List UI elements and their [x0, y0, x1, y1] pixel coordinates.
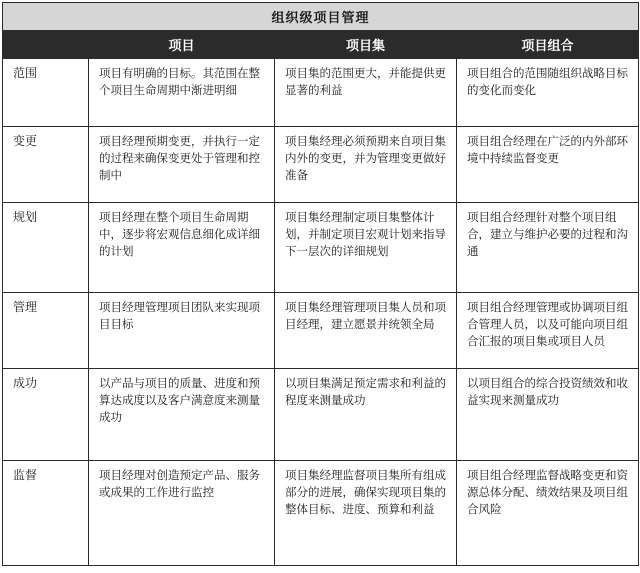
table-cell: 以项目组合的综合投资绩效和收益实现来测量成功 [457, 369, 639, 461]
table-cell: 项目经理在整个项目生命周期中，逐步将宏观信息细化成详细的计划 [89, 203, 275, 293]
table-cell: 项目经理管理项目团队来实现项目目标 [89, 293, 275, 369]
table-title-row [3, 3, 639, 31]
row-label-management: 管理 [3, 293, 89, 369]
column-header-row [3, 31, 639, 59]
column-header-portfolio: 项目组合 [457, 31, 639, 59]
table-row [3, 369, 639, 461]
row-label-success: 成功 [3, 369, 89, 461]
table-row [3, 461, 639, 566]
row-label-scope: 范围 [3, 59, 89, 127]
column-header-blank [3, 31, 89, 59]
table-cell: 以产品与项目的质量、进度和预算达成度以及客户满意度来测量成功 [89, 369, 275, 461]
row-label-planning: 规划 [3, 203, 89, 293]
table-cell: 项目有明确的目标。其范围在整个项目生命周期中渐进明细 [89, 59, 275, 127]
table-row [3, 59, 639, 127]
table-cell: 项目集经理必须预期来自项目集内外的变更，并为管理变更做好准备 [275, 127, 457, 203]
comparison-table [2, 2, 639, 566]
column-header-program: 项目集 [275, 31, 457, 59]
table-cell: 项目集经理管理项目集人员和项目经理，建立愿景并统领全局 [275, 293, 457, 369]
column-header-project: 项目 [89, 31, 275, 59]
table-cell: 项目集经理监督项目集所有组成部分的进展，确保实现项目集的整体目标、进度、预算和利益 [275, 461, 457, 566]
row-label-monitoring: 监督 [3, 461, 89, 566]
table-cell: 项目集的范围更大，并能提供更显著的利益 [275, 59, 457, 127]
row-label-change: 变更 [3, 127, 89, 203]
table-cell: 项目组合经理针对整个项目组合，建立与维护必要的过程和沟通 [457, 203, 639, 293]
table-cell: 项目组合经理在广泛的内外部环境中持续监督变更 [457, 127, 639, 203]
table-row [3, 127, 639, 203]
table-cell: 以项目集满足预定需求和利益的程度来测量成功 [275, 369, 457, 461]
table-cell: 项目集经理制定项目集整体计划，并制定项目宏观计划来指导下一层次的详细规划 [275, 203, 457, 293]
table-cell: 项目组合经理管理或协调项目组合管理人员，以及可能向项目组合汇报的项目集或项目人员 [457, 293, 639, 369]
table-row [3, 293, 639, 369]
table-cell: 项目组合的范围随组织战略目标的变化而变化 [457, 59, 639, 127]
table-cell: 项目经理对创造预定产品、服务或成果的工作进行监控 [89, 461, 275, 566]
table-row [3, 203, 639, 293]
table-cell: 项目经理预期变更，并执行一定的过程来确保变更处于管理和控制中 [89, 127, 275, 203]
table-cell: 项目组合经理监督战略变更和资源总体分配、绩效结果及项目组合风险 [457, 461, 639, 566]
table-title: 组织级项目管理 [3, 3, 639, 31]
